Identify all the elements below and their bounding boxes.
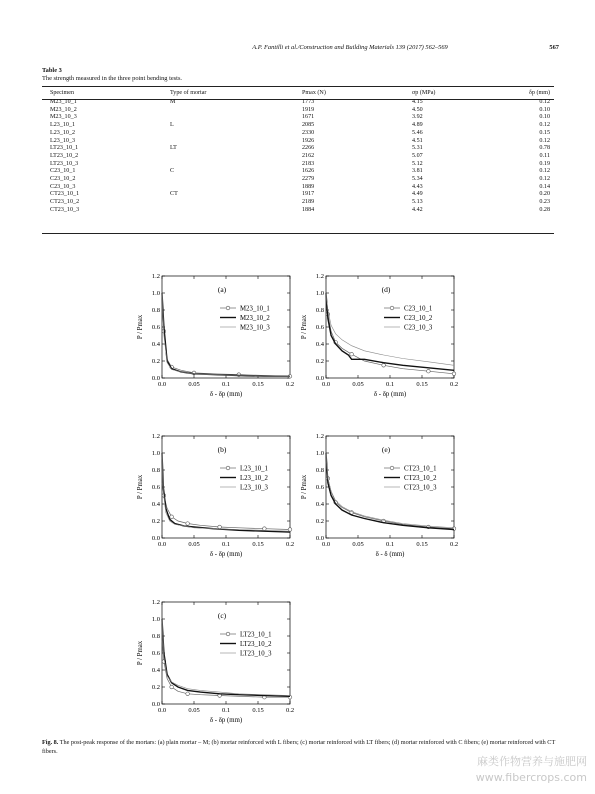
cell-sigma: 5.12 [412,160,423,167]
legend-entry: L23_10_2 [240,474,268,482]
x-tick-label: 0.15 [416,541,428,548]
cell-pmax: 1889 [302,183,315,190]
cell-mortar [170,114,302,122]
y-tick-label: 1.0 [315,450,324,458]
legend-entry: L23_10_1 [240,465,268,473]
cell-mortar: C [170,168,175,175]
y-tick-label: 0.8 [315,307,324,315]
cell-mortar [170,176,302,184]
legend-entry: M23_10_3 [240,324,270,332]
cell-delta: 0.78 [539,145,550,152]
x-tick-label: 0.05 [188,381,200,388]
x-tick-label: 0.2 [449,541,459,548]
cell-mortar [170,199,302,207]
cell-pmax: 2279 [302,176,315,183]
data-point [452,372,456,376]
cell-specimen: M23_10_3 [50,114,77,121]
table-row [42,184,554,192]
y-tick-label: 0.8 [315,467,324,475]
table-row [42,130,554,138]
x-tick-label: 0.2 [285,541,295,548]
x-axis-label: δ - δp (mm) [209,551,243,558]
cell-delta: 0.23 [539,199,550,206]
cell-sigma: 3.81 [412,168,423,175]
table-caption: The strength measured in the three point bending tests. [42,75,183,82]
y-tick-label: 0.8 [151,633,160,641]
y-axis-label: P / Pmax [301,474,308,500]
cell-mortar [170,153,302,161]
cell-sigma: 5.13 [412,199,423,206]
panel-label: (b) [217,445,227,454]
table-label: Table 3 [42,67,62,74]
cell-mortar: M [170,99,176,105]
y-tick-label: 0.2 [151,358,160,366]
x-tick-label: 0.1 [221,707,231,714]
cell-sigma: 4.49 [412,191,423,198]
cell-pmax: 2085 [302,122,315,129]
data-point [170,685,174,689]
panel-label: (c) [217,611,227,620]
series-line [162,293,290,376]
cell-specimen: M23_10_1 [50,99,77,105]
y-tick-label: 0.8 [151,307,160,315]
x-tick-label: 0.15 [416,381,428,388]
legend-entry: LT23_10_2 [240,640,272,648]
x-axis-label: δ - δp (mm) [209,717,243,724]
cell-sigma: 5.07 [412,152,423,159]
chart-c-svg [135,574,315,734]
cell-specimen: C23_10_1 [50,168,76,175]
y-tick-label: 0.6 [151,650,160,658]
x-axis-label: δ - δp (mm) [373,391,407,398]
cell-delta: 0.20 [539,191,550,198]
table-bottom-rule [42,233,554,234]
cell-mortar [170,207,302,215]
y-tick-label: 0.2 [315,518,324,526]
cell-sigma: 4.89 [412,122,423,129]
legend-entry: L23_10_3 [240,484,268,492]
cell-delta: 0.11 [539,152,550,159]
series-line [326,293,454,365]
legend-entry: CT23_10_3 [404,484,437,492]
figure-caption-text: The post-peak response of the mortars: (a) plain mortar – M; (b) mortar reinforced with L fibers; (c) mortar reinforced with LT fibers; (d) mortar reinforced with C fibers; (e) mortar reinforced with CT fibers. [42,739,556,755]
data-point [218,525,222,529]
cell-sigma: 5.46 [412,129,423,136]
x-tick-label: 0.05 [188,707,200,714]
series-line [162,293,290,376]
panel-label: (e) [381,445,391,454]
legend-entry: M23_10_1 [240,305,270,313]
y-tick-label: 1.0 [151,450,160,458]
cell-specimen: LT23_10_2 [50,152,79,159]
chart-panel-a [135,248,315,408]
legend-marker [390,306,394,310]
cell-delta: 0.12 [539,176,550,183]
table-row [42,168,554,176]
cell-specimen: CT23_10_3 [50,206,80,213]
cell-specimen: LT23_10_1 [50,145,79,152]
y-axis-label: P / Pmax [137,640,144,666]
cell-pmax: 1773 [302,99,315,105]
cell-sigma: 4.43 [412,183,423,190]
table-header-row [42,87,554,99]
cell-pmax: 2162 [302,152,315,159]
data-point [382,363,386,367]
x-axis-label: δ - δp (mm) [209,391,243,398]
cell-sigma: 4.51 [412,137,423,144]
y-tick-label: 1.2 [151,273,160,281]
series-line [162,453,290,532]
y-tick-label: 0.6 [315,324,324,332]
cell-delta: 0.14 [539,183,550,190]
cell-delta: 0.10 [539,106,550,113]
watermark-line-2: www.fibercrops.com [475,771,587,784]
table-row [42,161,554,169]
cell-specimen: M23_10_2 [50,106,77,113]
table-row [42,191,554,199]
cell-pmax: 1919 [302,106,315,113]
cell-delta: 0.12 [539,99,550,105]
y-tick-label: 1.2 [151,433,160,441]
watermark [476,754,587,786]
table-row [42,176,554,184]
cell-specimen: C23_10_2 [50,176,76,183]
y-tick-label: 0.6 [151,324,160,332]
chart-panel-c [135,574,315,734]
chart-panel-e [299,408,479,568]
y-tick-label: 0.4 [315,501,324,509]
series-line [162,293,290,376]
cell-specimen: L23_10_1 [50,122,76,129]
cell-mortar [170,107,302,115]
y-tick-label: 0.0 [151,535,160,543]
y-tick-label: 0.4 [151,501,160,509]
y-tick-label: 1.0 [315,290,324,298]
table-row [42,138,554,146]
table-row [42,107,554,115]
x-tick-label: 0.2 [285,707,295,714]
table-row [42,99,554,107]
cell-pmax: 1917 [302,191,315,198]
table-row [42,199,554,207]
data-point [186,692,190,696]
cell-pmax: 2183 [302,160,315,167]
chart-panel-d [299,248,479,408]
cell-delta: 0.19 [539,160,550,167]
cell-specimen: CT23_10_2 [50,199,80,206]
watermark-line-1: 麻类作物营养与施肥网 [477,755,587,768]
y-tick-label: 0.0 [315,375,324,383]
data-point [288,528,292,532]
cell-mortar [170,161,302,169]
table-row [42,207,554,215]
cell-specimen: LT23_10_3 [50,160,79,167]
table-row [42,145,554,153]
legend-entry: M23_10_2 [240,314,270,322]
x-tick-label: 0.1 [385,541,395,548]
data-point [170,515,174,519]
cell-sigma: 4.42 [412,206,423,213]
legend-entry: C23_10_1 [404,305,433,313]
x-tick-label: 0.05 [188,541,200,548]
legend-marker [226,632,230,636]
col-header-specimen: Specimen [50,90,75,96]
col-header-delta: δp (mm) [529,90,550,96]
x-tick-label: 0.0 [157,541,167,548]
cell-mortar: LT [170,145,177,152]
y-tick-label: 0.6 [315,484,324,492]
panel-label: (d) [381,285,391,294]
chart-d-svg [299,248,479,408]
x-tick-label: 0.15 [252,707,264,714]
strength-table [42,87,554,215]
x-tick-label: 0.1 [221,381,231,388]
y-tick-label: 0.0 [151,375,160,383]
x-tick-label: 0.15 [252,381,264,388]
col-header-sigma: σp (MPa) [412,90,436,96]
data-point [263,527,267,531]
cell-sigma: 5.34 [412,176,423,183]
cell-delta: 0.12 [539,168,550,175]
cell-delta: 0.10 [539,114,550,121]
col-header-pmax: Pmax (N) [302,90,326,96]
x-tick-label: 0.15 [252,541,264,548]
chart-panel-b [135,408,315,568]
legend-entry: LT23_10_1 [240,631,272,639]
series-line [162,483,290,530]
cell-pmax: 2189 [302,199,315,206]
x-tick-label: 0.0 [321,541,331,548]
table-row [42,114,554,122]
cell-sigma: 3.92 [412,114,423,121]
figure-caption-label: Fig. 8. [42,739,59,746]
cell-specimen: L23_10_3 [50,137,76,144]
series-line [162,453,290,531]
legend-entry: C23_10_2 [404,314,433,322]
legend-marker [390,466,394,470]
x-axis-label: δ - δ (mm) [375,551,405,558]
y-tick-label: 0.8 [151,467,160,475]
data-point [350,352,354,356]
chart-a-svg [135,248,315,408]
y-tick-label: 0.0 [315,535,324,543]
cell-delta: 0.28 [539,206,550,213]
x-tick-label: 0.0 [321,381,331,388]
legend-marker [226,466,230,470]
cell-pmax: 2266 [302,145,315,152]
y-tick-label: 0.0 [151,701,160,709]
y-tick-label: 1.2 [151,599,160,607]
cell-sigma: 4.50 [412,106,423,113]
series-line [326,293,454,374]
y-tick-label: 0.2 [315,358,324,366]
y-tick-label: 0.2 [151,518,160,526]
y-tick-label: 1.0 [151,616,160,624]
y-axis-label: P / Pmax [137,314,144,340]
x-tick-label: 0.1 [385,381,395,388]
y-tick-label: 1.2 [315,433,324,441]
cell-sigma: 4.15 [412,99,423,105]
cell-mortar: CT [170,191,178,198]
cell-pmax: 1884 [302,206,315,213]
y-tick-label: 1.0 [151,290,160,298]
legend-entry: CT23_10_2 [404,474,437,482]
x-tick-label: 0.0 [157,381,167,388]
x-tick-label: 0.2 [449,381,459,388]
cell-mortar [170,138,302,146]
running-head: A.P. Fantilli et al./Construction and Building Materials 139 (2017) 562–569 [252,44,448,51]
cell-mortar [170,130,302,138]
x-tick-label: 0.2 [285,381,295,388]
y-tick-label: 0.4 [315,341,324,349]
table-row [42,153,554,161]
panel-label: (a) [217,285,227,294]
legend-entry: C23_10_3 [404,324,433,332]
cell-delta: 0.15 [539,129,550,136]
legend-marker [226,306,230,310]
table-row [42,122,554,130]
cell-delta: 0.12 [539,137,550,144]
x-tick-label: 0.1 [221,541,231,548]
chart-e-svg [299,408,479,568]
page-number: 567 [549,44,559,51]
cell-specimen: L23_10_2 [50,129,76,136]
cell-sigma: 5.31 [412,145,423,152]
y-axis-label: P / Pmax [137,474,144,500]
cell-mortar [170,184,302,192]
chart-b-svg [135,408,315,568]
cell-mortar: L [170,122,174,129]
y-tick-label: 0.6 [151,484,160,492]
y-tick-label: 0.2 [151,684,160,692]
cell-pmax: 1671 [302,114,315,121]
y-axis-label: P / Pmax [301,314,308,340]
x-tick-label: 0.0 [157,707,167,714]
legend-entry: LT23_10_3 [240,650,272,658]
x-tick-label: 0.05 [352,541,364,548]
cell-pmax: 2330 [302,129,315,136]
cell-specimen: CT23_10_1 [50,191,80,198]
cell-pmax: 1626 [302,168,315,175]
col-header-mortar: Type of mortar [170,90,207,96]
y-tick-label: 0.4 [151,667,160,675]
data-point [186,522,190,526]
data-point [427,369,431,373]
cell-specimen: C23_10_3 [50,183,76,190]
series-line [326,293,454,370]
cell-delta: 0.12 [539,122,550,129]
y-tick-label: 0.4 [151,341,160,349]
y-tick-label: 1.2 [315,273,324,281]
x-tick-label: 0.05 [352,381,364,388]
cell-pmax: 1926 [302,137,315,144]
legend-entry: CT23_10_1 [404,465,437,473]
